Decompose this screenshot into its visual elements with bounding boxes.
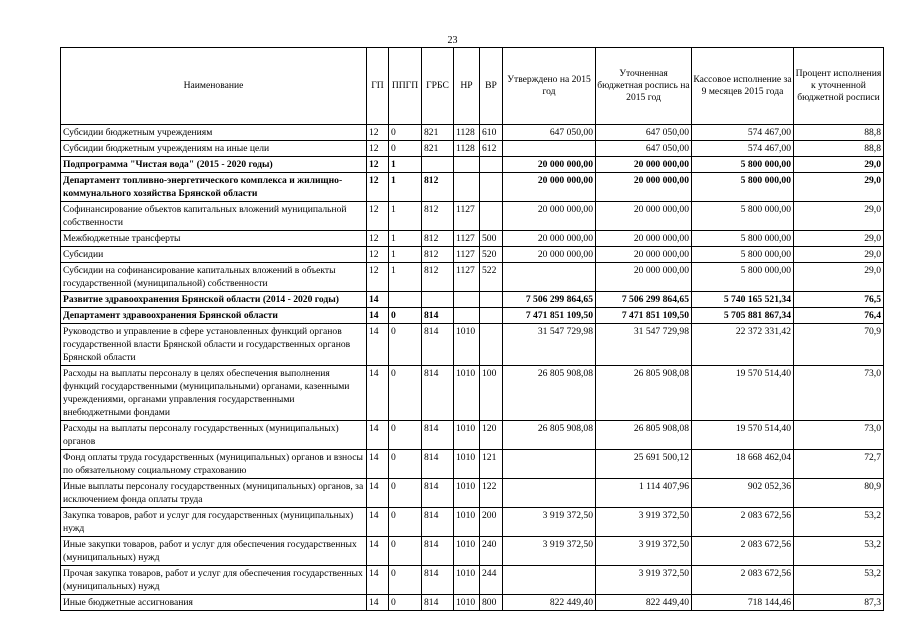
cell-nr: 1127 bbox=[454, 202, 480, 231]
cell-grbs bbox=[422, 157, 454, 173]
cell-vr: 520 bbox=[480, 247, 503, 263]
cell-vr: 500 bbox=[480, 231, 503, 247]
cell-vr bbox=[480, 324, 503, 366]
cell-ppgp: 1 bbox=[389, 173, 422, 202]
cell-name: Иные бюджетные ассигнования bbox=[61, 595, 367, 611]
cell-percent: 29,0 bbox=[794, 247, 884, 263]
cell-percent: 29,0 bbox=[794, 202, 884, 231]
cell-cash: 18 668 462,04 bbox=[692, 450, 794, 479]
cell-ppgp bbox=[389, 292, 422, 308]
cell-vr bbox=[480, 173, 503, 202]
cell-refined: 3 919 372,50 bbox=[596, 537, 692, 566]
cell-cash: 2 083 672,56 bbox=[692, 566, 794, 595]
cell-approved: 26 805 908,08 bbox=[503, 421, 596, 450]
cell-name: Подпрограмма "Чистая вода" (2015 - 2020 годы) bbox=[61, 157, 367, 173]
table-row bbox=[61, 595, 884, 611]
table-row bbox=[61, 479, 884, 508]
cell-refined: 3 919 372,50 bbox=[596, 566, 692, 595]
cell-refined: 647 050,00 bbox=[596, 125, 692, 141]
cell-name: Иные закупки товаров, работ и услуг для обеспечения государственных (муниципальных) нужд bbox=[61, 537, 367, 566]
table-row bbox=[61, 292, 884, 308]
table-row bbox=[61, 324, 884, 366]
cell-vr: 522 bbox=[480, 263, 503, 292]
cell-grbs: 814 bbox=[422, 324, 454, 366]
cell-refined: 31 547 729,98 bbox=[596, 324, 692, 366]
cell-nr: 1010 bbox=[454, 366, 480, 421]
cell-gp: 14 bbox=[367, 537, 389, 566]
cell-grbs: 814 bbox=[422, 421, 454, 450]
header-approved: Утверждено на 2015 год bbox=[503, 48, 596, 125]
cell-grbs: 812 bbox=[422, 231, 454, 247]
cell-percent: 73,0 bbox=[794, 366, 884, 421]
cell-gp: 14 bbox=[367, 595, 389, 611]
cell-nr: 1010 bbox=[454, 421, 480, 450]
cell-name: Софинансирование объектов капитальных вложений муниципальной собственности bbox=[61, 202, 367, 231]
table-row bbox=[61, 157, 884, 173]
cell-approved: 20 000 000,00 bbox=[503, 247, 596, 263]
page-number: 23 bbox=[447, 35, 458, 46]
cell-percent: 29,0 bbox=[794, 157, 884, 173]
cell-name: Руководство и управление в сфере установленных функций органов государственной власти Брянской области и государственных органов Брянской области bbox=[61, 324, 367, 366]
cell-cash: 574 467,00 bbox=[692, 125, 794, 141]
cell-cash: 5 705 881 867,34 bbox=[692, 308, 794, 324]
cell-refined: 1 114 407,96 bbox=[596, 479, 692, 508]
cell-ppgp: 1 bbox=[389, 231, 422, 247]
header-name: Наименование bbox=[61, 48, 367, 125]
cell-grbs: 814 bbox=[422, 595, 454, 611]
cell-ppgp: 1 bbox=[389, 263, 422, 292]
cell-approved: 31 547 729,98 bbox=[503, 324, 596, 366]
cell-name: Департамент здравоохранения Брянской области bbox=[61, 308, 367, 324]
header-cash: Кассовое исполнение за 9 месяцев 2015 года bbox=[692, 48, 794, 125]
header-grbs: ГРБС bbox=[422, 48, 454, 125]
cell-nr bbox=[454, 292, 480, 308]
cell-percent: 87,3 bbox=[794, 595, 884, 611]
cell-nr: 1010 bbox=[454, 450, 480, 479]
cell-refined: 26 805 908,08 bbox=[596, 421, 692, 450]
cell-ppgp: 0 bbox=[389, 421, 422, 450]
header-vr: ВР bbox=[480, 48, 503, 125]
cell-ppgp: 0 bbox=[389, 508, 422, 537]
cell-cash: 2 083 672,56 bbox=[692, 537, 794, 566]
table-row bbox=[61, 263, 884, 292]
cell-refined: 3 919 372,50 bbox=[596, 508, 692, 537]
cell-refined: 20 000 000,00 bbox=[596, 157, 692, 173]
cell-name: Расходы на выплаты персоналу в целях обеспечения выполнения функций государственными (муниципальными) органами, казенными учреждениями, органами управления государственными внебюджетными фондами bbox=[61, 366, 367, 421]
cell-vr: 800 bbox=[480, 595, 503, 611]
cell-name: Субсидии bbox=[61, 247, 367, 263]
cell-nr: 1010 bbox=[454, 479, 480, 508]
cell-ppgp: 0 bbox=[389, 141, 422, 157]
cell-ppgp: 0 bbox=[389, 324, 422, 366]
cell-nr: 1127 bbox=[454, 263, 480, 292]
cell-gp: 12 bbox=[367, 125, 389, 141]
cell-percent: 53,2 bbox=[794, 566, 884, 595]
cell-refined: 20 000 000,00 bbox=[596, 231, 692, 247]
cell-vr bbox=[480, 308, 503, 324]
cell-approved: 20 000 000,00 bbox=[503, 157, 596, 173]
cell-ppgp: 0 bbox=[389, 479, 422, 508]
cell-gp: 14 bbox=[367, 479, 389, 508]
cell-nr bbox=[454, 173, 480, 202]
cell-grbs: 814 bbox=[422, 450, 454, 479]
cell-name: Фонд оплаты труда государственных (муниципальных) органов и взносы по обязательному социальному страхованию bbox=[61, 450, 367, 479]
cell-cash: 5 740 165 521,34 bbox=[692, 292, 794, 308]
cell-grbs: 821 bbox=[422, 141, 454, 157]
cell-percent: 53,2 bbox=[794, 508, 884, 537]
cell-nr bbox=[454, 157, 480, 173]
cell-refined: 20 000 000,00 bbox=[596, 173, 692, 202]
cell-approved: 20 000 000,00 bbox=[503, 173, 596, 202]
header-nr: НР bbox=[454, 48, 480, 125]
cell-grbs: 814 bbox=[422, 537, 454, 566]
cell-ppgp: 0 bbox=[389, 125, 422, 141]
cell-gp: 14 bbox=[367, 450, 389, 479]
cell-grbs: 812 bbox=[422, 173, 454, 202]
cell-grbs bbox=[422, 292, 454, 308]
cell-cash: 19 570 514,40 bbox=[692, 366, 794, 421]
table-row bbox=[61, 141, 884, 157]
cell-approved: 20 000 000,00 bbox=[503, 231, 596, 247]
header-refined: Уточненная бюджетная роспись на 2015 год bbox=[596, 48, 692, 125]
cell-vr: 244 bbox=[480, 566, 503, 595]
cell-nr: 1010 bbox=[454, 595, 480, 611]
table-row bbox=[61, 125, 884, 141]
cell-cash: 5 800 000,00 bbox=[692, 202, 794, 231]
cell-approved bbox=[503, 141, 596, 157]
cell-percent: 76,4 bbox=[794, 308, 884, 324]
cell-ppgp: 1 bbox=[389, 247, 422, 263]
cell-approved: 26 805 908,08 bbox=[503, 366, 596, 421]
cell-refined: 7 506 299 864,65 bbox=[596, 292, 692, 308]
cell-gp: 14 bbox=[367, 324, 389, 366]
cell-cash: 5 800 000,00 bbox=[692, 157, 794, 173]
cell-approved bbox=[503, 479, 596, 508]
cell-nr: 1128 bbox=[454, 141, 480, 157]
table-row bbox=[61, 173, 884, 202]
cell-approved: 3 919 372,50 bbox=[503, 537, 596, 566]
cell-name: Прочая закупка товаров, работ и услуг для обеспечения государственных (муниципальных) нужд bbox=[61, 566, 367, 595]
cell-refined: 7 471 851 109,50 bbox=[596, 308, 692, 324]
cell-grbs: 814 bbox=[422, 508, 454, 537]
cell-percent: 29,0 bbox=[794, 173, 884, 202]
table-row bbox=[61, 366, 884, 421]
cell-cash: 5 800 000,00 bbox=[692, 231, 794, 247]
cell-approved bbox=[503, 450, 596, 479]
cell-approved: 20 000 000,00 bbox=[503, 202, 596, 231]
table-header-row bbox=[61, 48, 884, 125]
cell-gp: 12 bbox=[367, 202, 389, 231]
cell-refined: 20 000 000,00 bbox=[596, 247, 692, 263]
cell-vr: 610 bbox=[480, 125, 503, 141]
table-row bbox=[61, 566, 884, 595]
cell-cash: 19 570 514,40 bbox=[692, 421, 794, 450]
cell-grbs: 814 bbox=[422, 308, 454, 324]
cell-ppgp: 0 bbox=[389, 595, 422, 611]
table-row bbox=[61, 508, 884, 537]
cell-grbs: 814 bbox=[422, 366, 454, 421]
cell-refined: 647 050,00 bbox=[596, 141, 692, 157]
cell-approved: 822 449,40 bbox=[503, 595, 596, 611]
cell-name: Расходы на выплаты персоналу государственных (муниципальных) органов bbox=[61, 421, 367, 450]
cell-refined: 25 691 500,12 bbox=[596, 450, 692, 479]
budget-table bbox=[60, 47, 884, 611]
cell-percent: 29,0 bbox=[794, 231, 884, 247]
cell-cash: 574 467,00 bbox=[692, 141, 794, 157]
cell-vr: 121 bbox=[480, 450, 503, 479]
cell-percent: 70,9 bbox=[794, 324, 884, 366]
cell-cash: 902 052,36 bbox=[692, 479, 794, 508]
cell-grbs: 814 bbox=[422, 479, 454, 508]
table-row bbox=[61, 231, 884, 247]
cell-name: Иные выплаты персоналу государственных (муниципальных) органов, за исключением фонда оплаты труда bbox=[61, 479, 367, 508]
cell-approved bbox=[503, 263, 596, 292]
cell-approved: 3 919 372,50 bbox=[503, 508, 596, 537]
cell-ppgp: 0 bbox=[389, 537, 422, 566]
cell-cash: 718 144,46 bbox=[692, 595, 794, 611]
cell-vr bbox=[480, 292, 503, 308]
cell-gp: 14 bbox=[367, 566, 389, 595]
cell-ppgp: 0 bbox=[389, 450, 422, 479]
cell-vr: 122 bbox=[480, 479, 503, 508]
cell-cash: 5 800 000,00 bbox=[692, 173, 794, 202]
cell-gp: 14 bbox=[367, 292, 389, 308]
cell-grbs: 812 bbox=[422, 202, 454, 231]
cell-name: Развитие здравоохранения Брянской области (2014 - 2020 годы) bbox=[61, 292, 367, 308]
cell-percent: 53,2 bbox=[794, 537, 884, 566]
header-gp: ГП bbox=[367, 48, 389, 125]
cell-cash: 5 800 000,00 bbox=[692, 247, 794, 263]
cell-name: Межбюджетные трансферты bbox=[61, 231, 367, 247]
cell-gp: 14 bbox=[367, 366, 389, 421]
cell-nr: 1010 bbox=[454, 537, 480, 566]
cell-cash: 2 083 672,56 bbox=[692, 508, 794, 537]
table-row bbox=[61, 537, 884, 566]
cell-vr: 120 bbox=[480, 421, 503, 450]
cell-vr bbox=[480, 202, 503, 231]
cell-gp: 12 bbox=[367, 231, 389, 247]
cell-gp: 14 bbox=[367, 421, 389, 450]
cell-name: Субсидии бюджетным учреждениям на иные цели bbox=[61, 141, 367, 157]
cell-vr: 100 bbox=[480, 366, 503, 421]
cell-ppgp: 0 bbox=[389, 566, 422, 595]
cell-name: Субсидии бюджетным учреждениям bbox=[61, 125, 367, 141]
cell-grbs: 814 bbox=[422, 566, 454, 595]
cell-percent: 72,7 bbox=[794, 450, 884, 479]
cell-gp: 12 bbox=[367, 141, 389, 157]
cell-approved: 7 506 299 864,65 bbox=[503, 292, 596, 308]
cell-gp: 12 bbox=[367, 173, 389, 202]
cell-percent: 80,9 bbox=[794, 479, 884, 508]
cell-nr: 1010 bbox=[454, 508, 480, 537]
table-row bbox=[61, 450, 884, 479]
cell-ppgp: 0 bbox=[389, 366, 422, 421]
cell-cash: 5 800 000,00 bbox=[692, 263, 794, 292]
cell-refined: 822 449,40 bbox=[596, 595, 692, 611]
cell-percent: 88,8 bbox=[794, 141, 884, 157]
cell-percent: 88,8 bbox=[794, 125, 884, 141]
cell-vr: 200 bbox=[480, 508, 503, 537]
cell-grbs: 821 bbox=[422, 125, 454, 141]
cell-name: Департамент топливно-энергетического комплекса и жилищно-коммунального хозяйства Брянской области bbox=[61, 173, 367, 202]
table-row bbox=[61, 202, 884, 231]
cell-name: Закупка товаров, работ и услуг для государственных (муниципальных) нужд bbox=[61, 508, 367, 537]
cell-gp: 12 bbox=[367, 263, 389, 292]
cell-cash: 22 372 331,42 bbox=[692, 324, 794, 366]
header-ppgp: ППГП bbox=[389, 48, 422, 125]
cell-grbs: 812 bbox=[422, 247, 454, 263]
cell-nr: 1127 bbox=[454, 247, 480, 263]
cell-refined: 20 000 000,00 bbox=[596, 202, 692, 231]
cell-percent: 29,0 bbox=[794, 263, 884, 292]
cell-ppgp: 1 bbox=[389, 202, 422, 231]
cell-nr bbox=[454, 308, 480, 324]
cell-refined: 26 805 908,08 bbox=[596, 366, 692, 421]
cell-name: Субсидии на софинансирование капитальных вложений в объекты государственной (муниципальной) собственности bbox=[61, 263, 367, 292]
cell-gp: 12 bbox=[367, 157, 389, 173]
table-row bbox=[61, 247, 884, 263]
cell-approved: 647 050,00 bbox=[503, 125, 596, 141]
cell-nr: 1128 bbox=[454, 125, 480, 141]
cell-nr: 1127 bbox=[454, 231, 480, 247]
cell-ppgp: 0 bbox=[389, 308, 422, 324]
cell-ppgp: 1 bbox=[389, 157, 422, 173]
cell-vr: 240 bbox=[480, 537, 503, 566]
cell-nr: 1010 bbox=[454, 324, 480, 366]
cell-approved: 7 471 851 109,50 bbox=[503, 308, 596, 324]
cell-gp: 12 bbox=[367, 247, 389, 263]
cell-refined: 20 000 000,00 bbox=[596, 263, 692, 292]
table-body bbox=[61, 125, 884, 611]
cell-grbs: 812 bbox=[422, 263, 454, 292]
cell-vr: 612 bbox=[480, 141, 503, 157]
cell-gp: 14 bbox=[367, 308, 389, 324]
cell-nr: 1010 bbox=[454, 566, 480, 595]
table-row bbox=[61, 308, 884, 324]
cell-gp: 14 bbox=[367, 508, 389, 537]
table-row bbox=[61, 421, 884, 450]
cell-vr bbox=[480, 157, 503, 173]
cell-percent: 73,0 bbox=[794, 421, 884, 450]
header-percent: Процент исполнения к уточненной бюджетной росписи bbox=[794, 48, 884, 125]
cell-percent: 76,5 bbox=[794, 292, 884, 308]
cell-approved bbox=[503, 566, 596, 595]
